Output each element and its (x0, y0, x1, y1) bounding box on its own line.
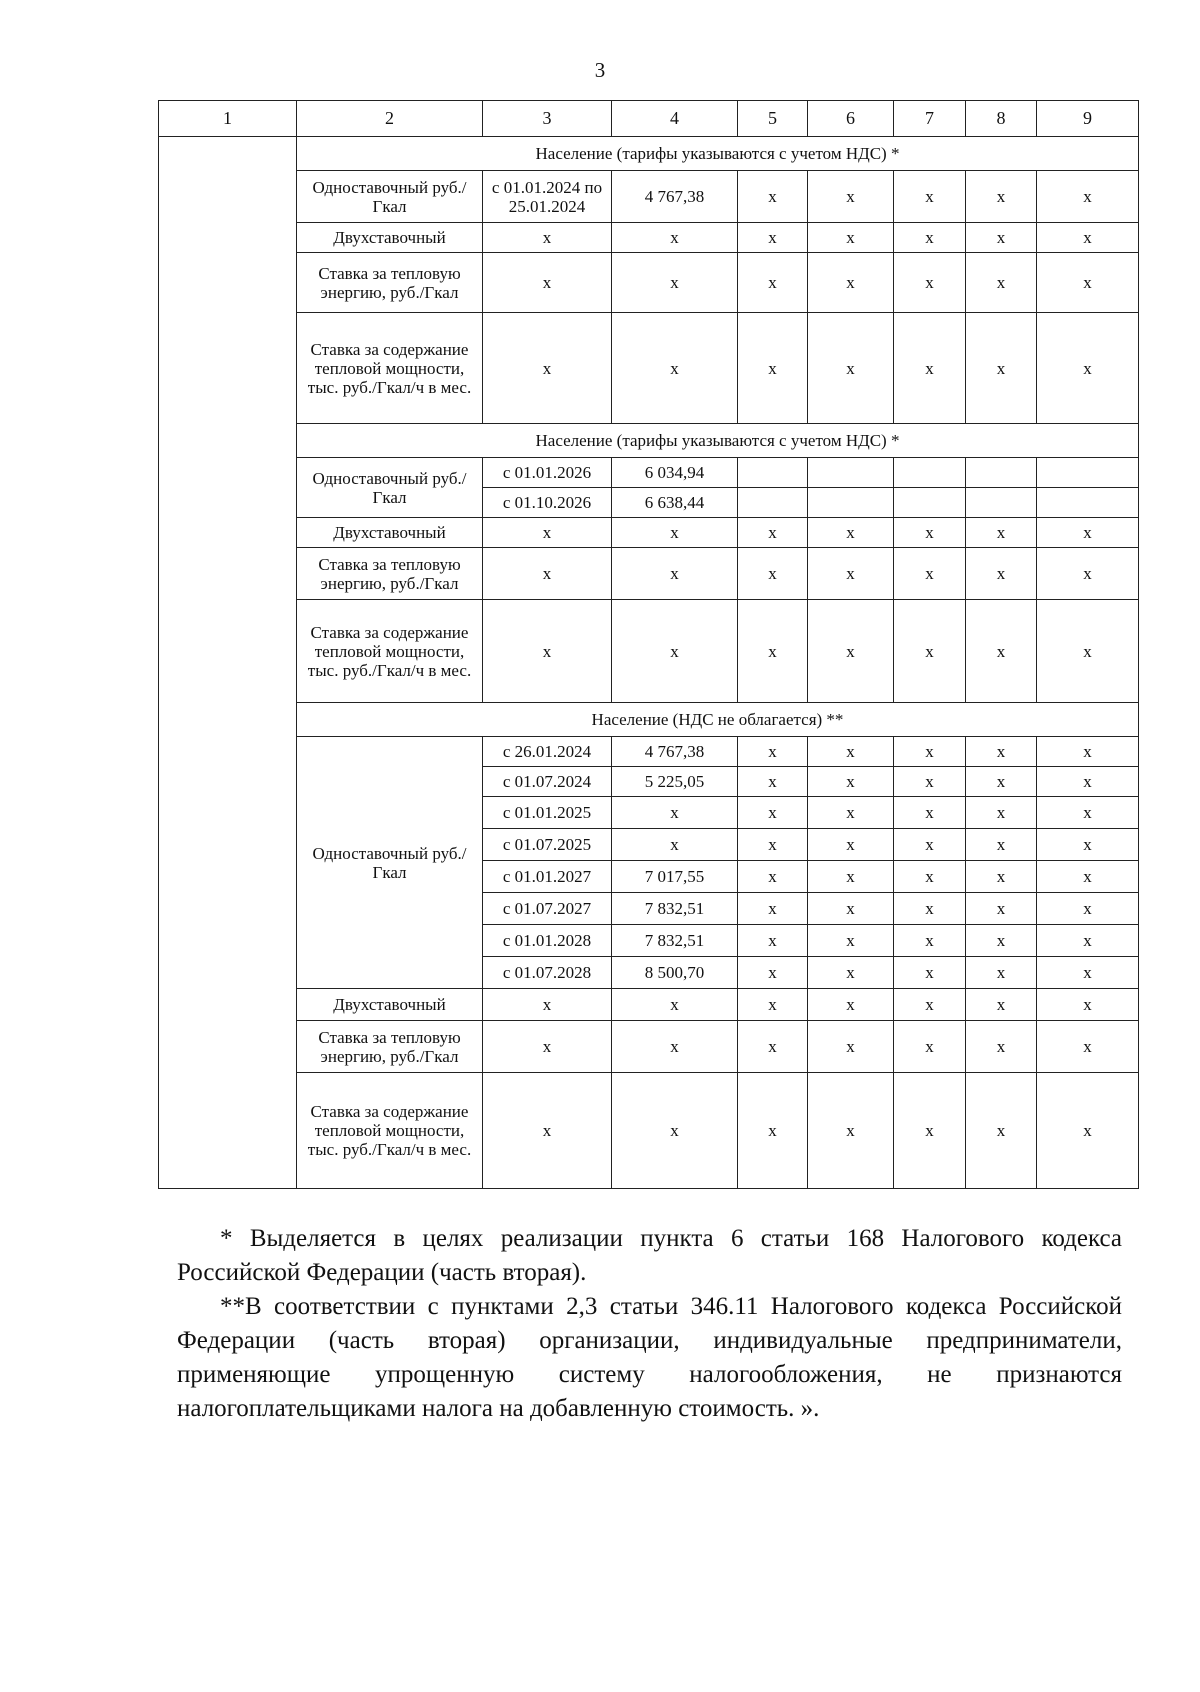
x-cell: х (738, 797, 808, 829)
x-cell: х (966, 797, 1037, 829)
x-cell: х (483, 223, 612, 253)
value-cell: 7 832,51 (612, 925, 738, 957)
value-cell: 6 034,94 (612, 458, 738, 488)
table-row (159, 1073, 1139, 1189)
x-cell: х (483, 313, 612, 424)
column-header-row (159, 101, 1139, 137)
page-number: 3 (594, 58, 606, 82)
rate-label: Двухставочный (297, 223, 483, 253)
x-cell: х (1037, 1021, 1139, 1073)
x-cell: х (483, 253, 612, 313)
col-header: 1 (159, 101, 297, 137)
period-cell: с 26.01.2024 (483, 737, 612, 767)
x-cell: х (894, 171, 966, 223)
rate-label: Ставка за тепловую энергию, руб./Гкал (297, 253, 483, 313)
x-cell: х (1037, 253, 1139, 313)
x-cell: х (808, 957, 894, 989)
x-cell: х (738, 548, 808, 600)
empty-cell (1037, 458, 1139, 488)
x-cell: х (738, 989, 808, 1021)
empty-cell (738, 458, 808, 488)
x-cell: х (1037, 518, 1139, 548)
x-cell: х (894, 518, 966, 548)
x-cell: х (612, 989, 738, 1021)
x-cell: х (808, 925, 894, 957)
value-cell: х (612, 829, 738, 861)
tariff-table (158, 100, 1139, 1189)
x-cell: х (808, 767, 894, 797)
x-cell: х (1037, 989, 1139, 1021)
rate-label: Ставка за тепловую энергию, руб./Гкал (297, 548, 483, 600)
x-cell: х (738, 313, 808, 424)
x-cell: х (894, 893, 966, 925)
x-cell: х (808, 861, 894, 893)
x-cell: х (1037, 171, 1139, 223)
x-cell: х (894, 829, 966, 861)
x-cell: х (808, 171, 894, 223)
table-row (159, 1021, 1139, 1073)
x-cell: х (1037, 223, 1139, 253)
x-cell: х (738, 829, 808, 861)
value-cell: 4 767,38 (612, 171, 738, 223)
x-cell: х (966, 313, 1037, 424)
x-cell: х (483, 600, 612, 703)
section-row (159, 703, 1139, 737)
x-cell: х (738, 737, 808, 767)
x-cell: х (894, 313, 966, 424)
empty-cell (894, 458, 966, 488)
x-cell: х (966, 253, 1037, 313)
x-cell: х (894, 797, 966, 829)
rate-label: Ставка за тепловую энергию, руб./Гкал (297, 1021, 483, 1073)
period-cell: с 01.10.2026 (483, 488, 612, 518)
x-cell: х (808, 829, 894, 861)
x-cell: х (738, 600, 808, 703)
value-cell: 4 767,38 (612, 737, 738, 767)
x-cell: х (738, 1021, 808, 1073)
x-cell: х (966, 1073, 1037, 1189)
col-header: 9 (1037, 101, 1139, 137)
section-title: Население (тарифы указываются с учетом НДС) * (297, 424, 1139, 458)
col-header: 6 (808, 101, 894, 137)
x-cell: х (966, 171, 1037, 223)
empty-first-column (159, 137, 297, 1189)
rate-label: Ставка за содержание тепловой мощности, тыс. руб./Гкал/ч в мес. (297, 313, 483, 424)
period-cell: с 01.01.2027 (483, 861, 612, 893)
col-header: 3 (483, 101, 612, 137)
rate-label: Двухставочный (297, 518, 483, 548)
x-cell: х (966, 925, 1037, 957)
x-cell: х (808, 600, 894, 703)
x-cell: х (1037, 957, 1139, 989)
col-header: 4 (612, 101, 738, 137)
period-cell: с 01.07.2028 (483, 957, 612, 989)
x-cell: х (1037, 925, 1139, 957)
x-cell: х (808, 797, 894, 829)
x-cell: х (808, 893, 894, 925)
value-cell: х (612, 797, 738, 829)
period-cell: с 01.01.2028 (483, 925, 612, 957)
empty-cell (894, 488, 966, 518)
rate-label: Одноставочный руб./Гкал (297, 458, 483, 518)
table-row (159, 737, 1139, 767)
x-cell: х (966, 989, 1037, 1021)
x-cell: х (808, 737, 894, 767)
value-cell: 7 832,51 (612, 893, 738, 925)
x-cell: х (894, 737, 966, 767)
x-cell: х (966, 518, 1037, 548)
x-cell: х (894, 767, 966, 797)
x-cell: х (966, 737, 1037, 767)
section-row (159, 137, 1139, 171)
x-cell: х (738, 1073, 808, 1189)
x-cell: х (894, 600, 966, 703)
value-cell: 8 500,70 (612, 957, 738, 989)
x-cell: х (808, 313, 894, 424)
x-cell: х (483, 1073, 612, 1189)
x-cell: х (612, 1073, 738, 1189)
value-cell: 7 017,55 (612, 861, 738, 893)
x-cell: х (966, 767, 1037, 797)
x-cell: х (894, 925, 966, 957)
x-cell: х (483, 518, 612, 548)
rate-label: Одноставочный руб./Гкал (297, 171, 483, 223)
rate-label: Двухставочный (297, 989, 483, 1021)
x-cell: х (612, 313, 738, 424)
x-cell: х (612, 548, 738, 600)
x-cell: х (1037, 313, 1139, 424)
period-cell: с 01.01.2026 (483, 458, 612, 488)
x-cell: х (1037, 767, 1139, 797)
x-cell: х (894, 957, 966, 989)
x-cell: х (808, 989, 894, 1021)
x-cell: х (894, 253, 966, 313)
col-header: 7 (894, 101, 966, 137)
rate-label: Ставка за содержание тепловой мощности, тыс. руб./Гкал/ч в мес. (297, 600, 483, 703)
empty-cell (738, 488, 808, 518)
empty-cell (966, 488, 1037, 518)
x-cell: х (1037, 861, 1139, 893)
x-cell: х (894, 861, 966, 893)
x-cell: х (612, 600, 738, 703)
x-cell: х (966, 223, 1037, 253)
x-cell: х (808, 1021, 894, 1073)
section-row (159, 424, 1139, 458)
x-cell: х (1037, 893, 1139, 925)
x-cell: х (612, 1021, 738, 1073)
x-cell: х (738, 861, 808, 893)
x-cell: х (966, 861, 1037, 893)
table-row (159, 518, 1139, 548)
x-cell: х (738, 957, 808, 989)
x-cell: х (966, 957, 1037, 989)
table-row (159, 253, 1139, 313)
x-cell: х (738, 767, 808, 797)
x-cell: х (1037, 600, 1139, 703)
table-row (159, 223, 1139, 253)
x-cell: х (808, 253, 894, 313)
period-cell: с 01.07.2025 (483, 829, 612, 861)
x-cell: х (1037, 548, 1139, 600)
x-cell: х (738, 893, 808, 925)
footnote-simplified-tax: **В соответствии с пунктами 2,3 статьи 346.11 Налогового кодекса Российской Федерации (часть вторая) организации, индивидуальные предприниматели, применяющие упрощенную систему налогообложения, не признаются налогоплательщиками налога на добавленную стоимость. ». (177, 1293, 1122, 1422)
footnote-vat: * Выделяется в целях реализации пункта 6 статьи 168 Налогового кодекса Российской Федерации (часть вторая). (177, 1225, 1122, 1286)
x-cell: х (1037, 737, 1139, 767)
table-row (159, 548, 1139, 600)
x-cell: х (894, 1021, 966, 1073)
empty-cell (808, 458, 894, 488)
value-cell: 5 225,05 (612, 767, 738, 797)
x-cell: х (966, 1021, 1037, 1073)
table-row (159, 458, 1139, 488)
x-cell: х (483, 1021, 612, 1073)
period-cell: с 01.01.2024 по 25.01.2024 (483, 171, 612, 223)
x-cell: х (966, 548, 1037, 600)
x-cell: х (894, 548, 966, 600)
x-cell: х (738, 253, 808, 313)
x-cell: х (894, 989, 966, 1021)
empty-cell (808, 488, 894, 518)
table-row (159, 600, 1139, 703)
x-cell: х (612, 223, 738, 253)
section-title: Население (тарифы указываются с учетом НДС) * (297, 137, 1139, 171)
x-cell: х (808, 223, 894, 253)
footnotes (177, 1222, 1122, 1426)
x-cell: х (1037, 829, 1139, 861)
x-cell: х (966, 829, 1037, 861)
col-header: 2 (297, 101, 483, 137)
empty-cell (1037, 488, 1139, 518)
x-cell: х (894, 1073, 966, 1189)
x-cell: х (966, 600, 1037, 703)
period-cell: с 01.01.2025 (483, 797, 612, 829)
x-cell: х (738, 223, 808, 253)
x-cell: х (738, 171, 808, 223)
value-cell: 6 638,44 (612, 488, 738, 518)
x-cell: х (738, 518, 808, 548)
table-row (159, 989, 1139, 1021)
rate-label: Ставка за содержание тепловой мощности, тыс. руб./Гкал/ч в мес. (297, 1073, 483, 1189)
col-header: 5 (738, 101, 808, 137)
section-title: Население (НДС не облагается) ** (297, 703, 1139, 737)
x-cell: х (612, 253, 738, 313)
rate-label: Одноставочный руб./Гкал (297, 737, 483, 989)
x-cell: х (808, 548, 894, 600)
x-cell: х (612, 518, 738, 548)
period-cell: с 01.07.2027 (483, 893, 612, 925)
empty-cell (966, 458, 1037, 488)
table-row (159, 313, 1139, 424)
x-cell: х (894, 223, 966, 253)
x-cell: х (483, 989, 612, 1021)
period-cell: с 01.07.2024 (483, 767, 612, 797)
x-cell: х (738, 925, 808, 957)
x-cell: х (1037, 797, 1139, 829)
x-cell: х (808, 1073, 894, 1189)
table-row (159, 171, 1139, 223)
x-cell: х (483, 548, 612, 600)
x-cell: х (808, 518, 894, 548)
x-cell: х (1037, 1073, 1139, 1189)
col-header: 8 (966, 101, 1037, 137)
x-cell: х (966, 893, 1037, 925)
